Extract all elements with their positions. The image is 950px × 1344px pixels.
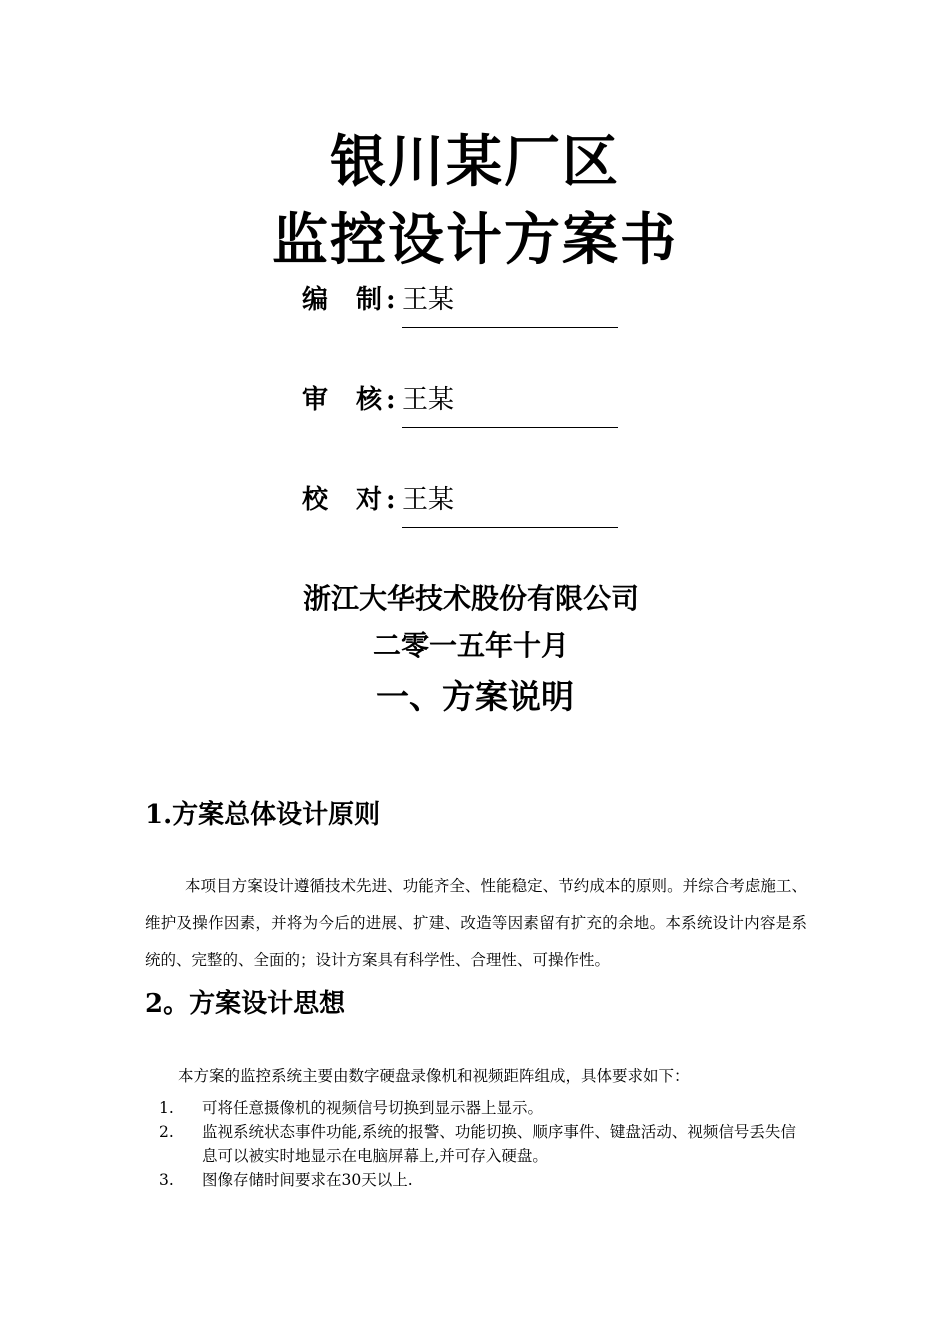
subsection-heading-1: 1.方案总体设计原则 <box>145 800 381 830</box>
list-item-text: 可将任意摄像机的视频信号切换到显示器上显示。 <box>202 1099 544 1117</box>
signature-label: 编 制 <box>302 285 383 315</box>
signature-row-reviewer <box>302 384 632 424</box>
signature-label: 校 对 <box>302 485 383 515</box>
requirements-list <box>145 1096 810 1192</box>
document-title-line-1: 银川某厂区 <box>330 130 620 195</box>
signature-row-proofreader <box>302 484 632 524</box>
list-item <box>145 1096 810 1120</box>
section-title: 一、方案说明 <box>376 677 574 716</box>
signature-label: 审 核 <box>302 385 383 415</box>
signature-colon: : <box>386 285 396 315</box>
signature-value: 王某 <box>402 385 455 415</box>
subsection-paragraph-1: 本项目方案设计遵循技术先进、功能齐全、性能稳定、节约成本的原则。并综合考虑施工、维护及操作因素，并将为今后的进展、扩建、改造等因素留有扩充的余地。本系统设计内容是系统的、完整的、全面的；设计方案具有科学性、合理性、可操作性。 <box>145 877 807 969</box>
company-name: 浙江大华技术股份有限公司 <box>302 582 639 615</box>
list-item-number: 2. <box>159 1123 174 1141</box>
subsection-heading-2: 2。方案设计思想 <box>145 989 346 1019</box>
list-item <box>145 1168 810 1192</box>
signature-value: 王某 <box>402 285 455 315</box>
signature-value: 王某 <box>402 485 455 515</box>
document-date: 二零一五年十月 <box>372 629 569 662</box>
list-item-text: 监视系统状态事件功能,系统的报警、功能切换、顺序事件、键盘活动、视频信号丢失信息可以被实时地显示在电脑屏幕上,并可存入硬盘。 <box>202 1123 796 1165</box>
list-item <box>145 1120 810 1168</box>
list-item-number: 1. <box>159 1099 174 1117</box>
signature-colon: : <box>386 485 396 515</box>
signature-underline <box>402 427 618 428</box>
signature-underline <box>402 527 618 528</box>
list-item-number: 3. <box>159 1171 174 1189</box>
signature-underline <box>402 327 618 328</box>
signature-row-compiler <box>302 284 632 324</box>
signature-colon: : <box>386 385 396 415</box>
list-item-text: 图像存储时间要求在30天以上. <box>202 1171 413 1189</box>
subsection-intro-2: 本方案的监控系统主要由数字硬盘录像机和视频距阵组成，具体要求如下： <box>178 1067 690 1085</box>
document-title-line-2: 监控设计方案书 <box>272 208 678 273</box>
